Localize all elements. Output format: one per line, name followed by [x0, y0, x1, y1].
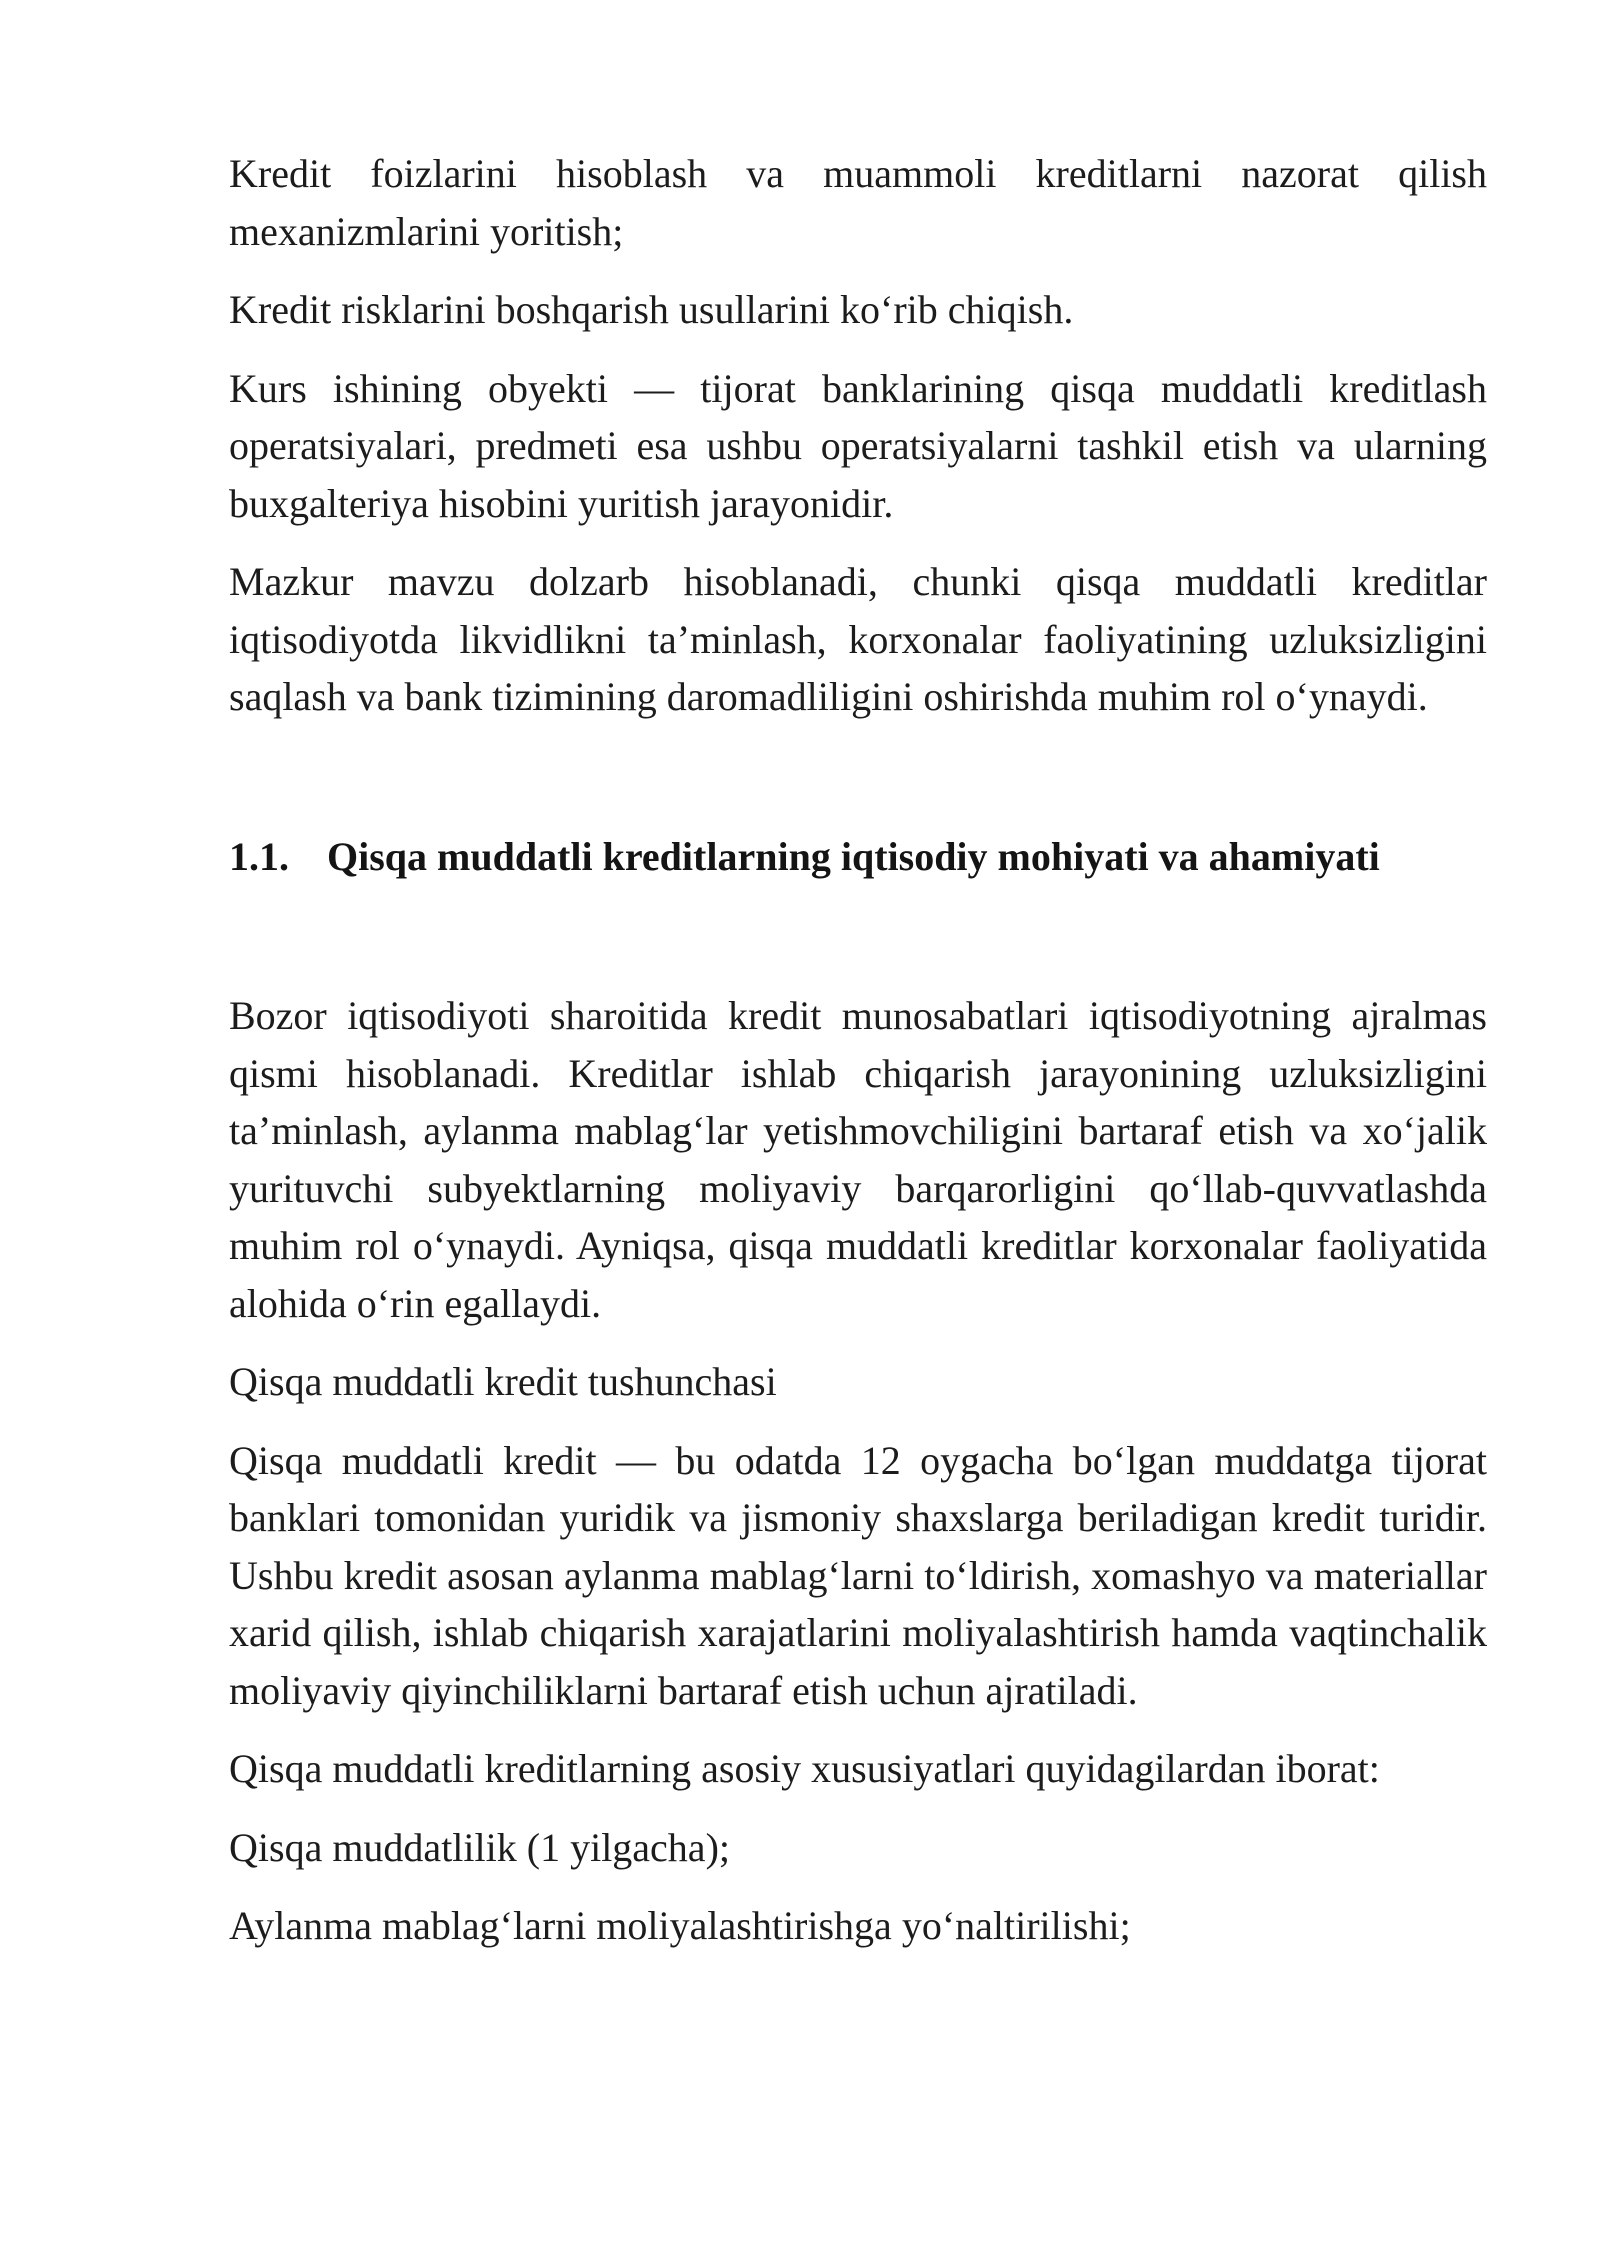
document-page — [229, 145, 1487, 1976]
paragraph-features-intro: Qisqa muddatli kreditlarning asosiy xususiyatlari quyidagilardan iborat: — [229, 1746, 1380, 1791]
list-item-working-capital: Aylanma mablag‘larni moliyalashtirishga yo‘naltirilishi; — [229, 1903, 1131, 1948]
section-number: 1.1. — [229, 833, 289, 879]
section-heading — [229, 828, 1487, 886]
paragraph-relevance: Mazkur mavzu dolzarb hisoblanadi, chunki qisqa muddatli kreditlar iqtisodiyotda likvidlikni ta’minlash, korxonalar faoliyatining uzluksizligini saqlash va bank tizimining daromadliligini oshirishda muhim rol o‘ynaydi. — [229, 559, 1487, 719]
paragraph-goal-interest: Kredit foizlarini hisoblash va muammoli kreditlarni nazorat qilish mexanizmlarini yoritish; — [229, 151, 1487, 254]
paragraph-definition: Qisqa muddatli kredit — bu odatda 12 oygacha bo‘lgan muddatga tijorat banklari tomonidan yuridik va jismoniy shaxslarga beriladigan kredit turidir. Ushbu kredit asosan aylanma mablag‘larni to‘ldirish, xomashyo va materiallar xarid qilish, ishlab chiqarish xarajatlarini moliyalashtirish hamda vaqtinchalik moliyaviy qiyinchiliklarni bartaraf etish uchun ajratiladi. — [229, 1437, 1487, 1713]
paragraph-market-economy: Bozor iqtisodiyoti sharoitida kredit munosabatlari iqtisodiyotning ajralmas qismi hisoblanadi. Kreditlar ishlab chiqarish jarayonining uzluksizligini ta’minlash, aylanma mablag‘lar yetishmovchiligini bartaraf etish va xo‘jalik yurituvchi subyektlarning moliyaviy barqarorligini qo‘llab-quvvatlashda muhim rol o‘ynaydi. Ayniqsa, qisqa muddatli kreditlar korxonalar faoliyatida alohida o‘rin egallaydi. — [229, 993, 1487, 1326]
section-title: Qisqa muddatli kreditlarning iqtisodiy mohiyati va ahamiyati — [327, 833, 1380, 879]
paragraph-object-subject: Kurs ishining obyekti — tijorat banklarining qisqa muddatli kreditlash operatsiyalari, predmeti esa ushbu operatsiyalarni tashkil etish va ularning buxgalteriya hisobini yuritish jarayonidir. — [229, 365, 1487, 526]
paragraph-goal-risk: Kredit risklarini boshqarish usullarini ko‘rib chiqish. — [229, 287, 1074, 332]
paragraph-concept-heading: Qisqa muddatli kredit tushunchasi — [229, 1359, 777, 1404]
list-item-short-term: Qisqa muddatlilik (1 yilgacha); — [229, 1824, 730, 1870]
